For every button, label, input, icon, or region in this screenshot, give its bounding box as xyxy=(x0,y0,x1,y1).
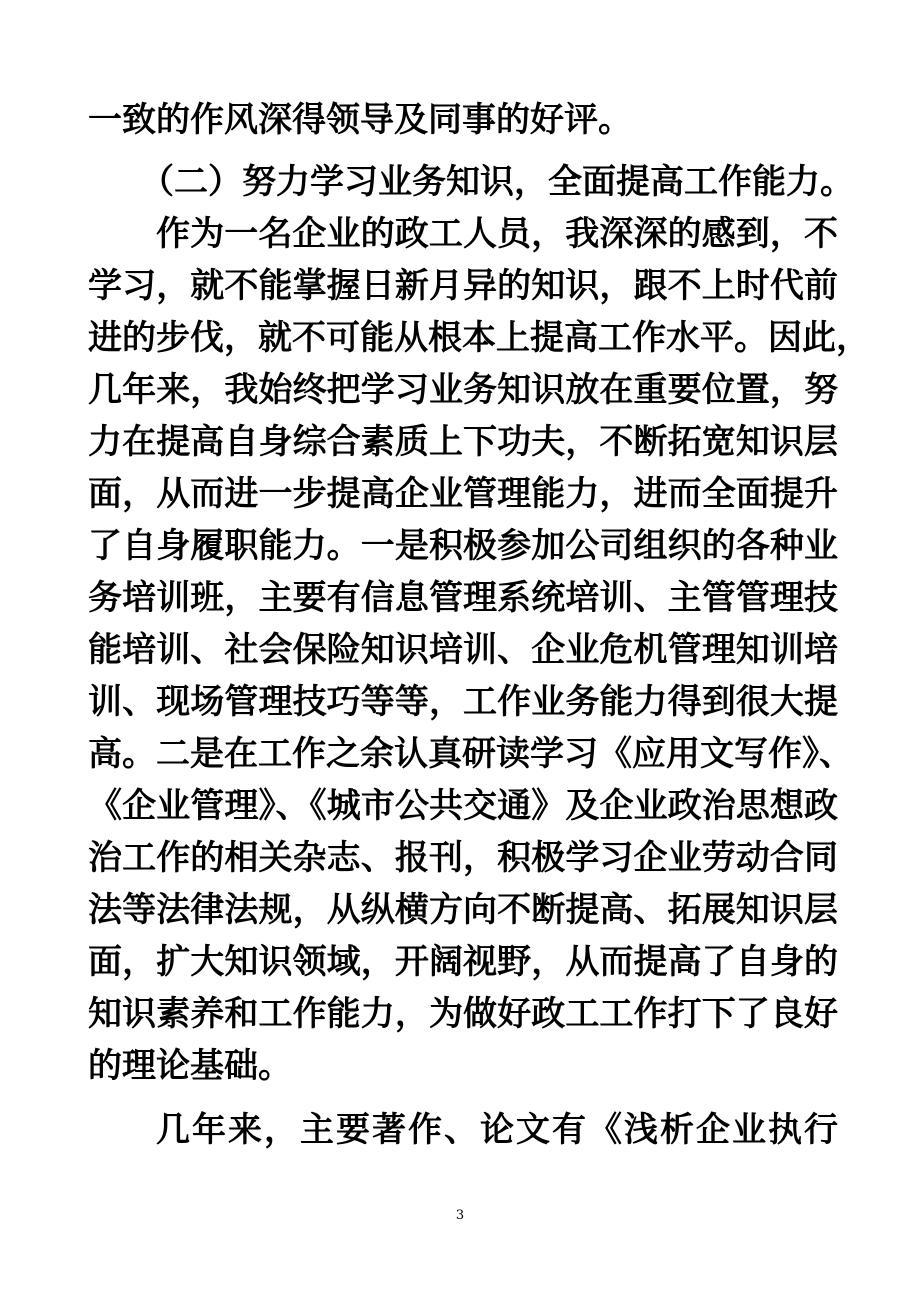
text-line: 进的步伐，就不可能从根本上提高工作水平。因此， xyxy=(88,318,870,358)
text-line: 训、现场管理技巧等等，工作业务能力得到很大提 xyxy=(88,682,838,722)
text-line: 务培训班，主要有信息管理系统培训、主管管理技 xyxy=(88,578,838,618)
text-line: 知识素养和工作能力，为做好政工工作打下了良好 xyxy=(88,994,838,1034)
text-line: 《企业管理》、《城市公共交通》及企业政治思想政 xyxy=(88,786,838,826)
text-line: 治工作的相关杂志、报刊，积极学习企业劳动合同 xyxy=(88,838,838,878)
text-line: 学习，就不能掌握日新月异的知识，跟不上时代前 xyxy=(88,266,838,306)
text-line: 法等法律法规，从纵横方向不断提高、拓展知识层 xyxy=(88,890,838,930)
text-line: 几年来，我始终把学习业务知识放在重要位置，努 xyxy=(88,370,838,410)
paragraph-first-line: 几年来，主要著作、论文有《浅析企业执行 xyxy=(156,1110,838,1150)
paragraph-last-line: 的理论基础。 xyxy=(88,1046,292,1086)
text-line: 一致的作风深得领导及同事的好评。 xyxy=(88,100,632,140)
text-line: 面，从而进一步提高企业管理能力，进而全面提升 xyxy=(88,474,838,514)
text-line: 高。二是在工作之余认真研读学习《应用文写作》、 xyxy=(88,734,853,774)
page-number: 3 xyxy=(455,1208,465,1223)
paragraph-first-line: 作为一名企业的政工人员，我深深的感到，不 xyxy=(156,214,838,254)
text-line: 力在提高自身综合素质上下功夫，不断拓宽知识层 xyxy=(88,422,838,462)
section-heading: （二）努力学习业务知识，全面提高工作能力。 xyxy=(140,162,854,202)
text-line: 了自身履职能力。一是积极参加公司组织的各种业 xyxy=(88,526,838,566)
text-line: 面，扩大知识领域，开阔视野，从而提高了自身的 xyxy=(88,942,838,982)
text-line: 能培训、社会保险知识培训、企业危机管理知训培 xyxy=(88,630,838,670)
